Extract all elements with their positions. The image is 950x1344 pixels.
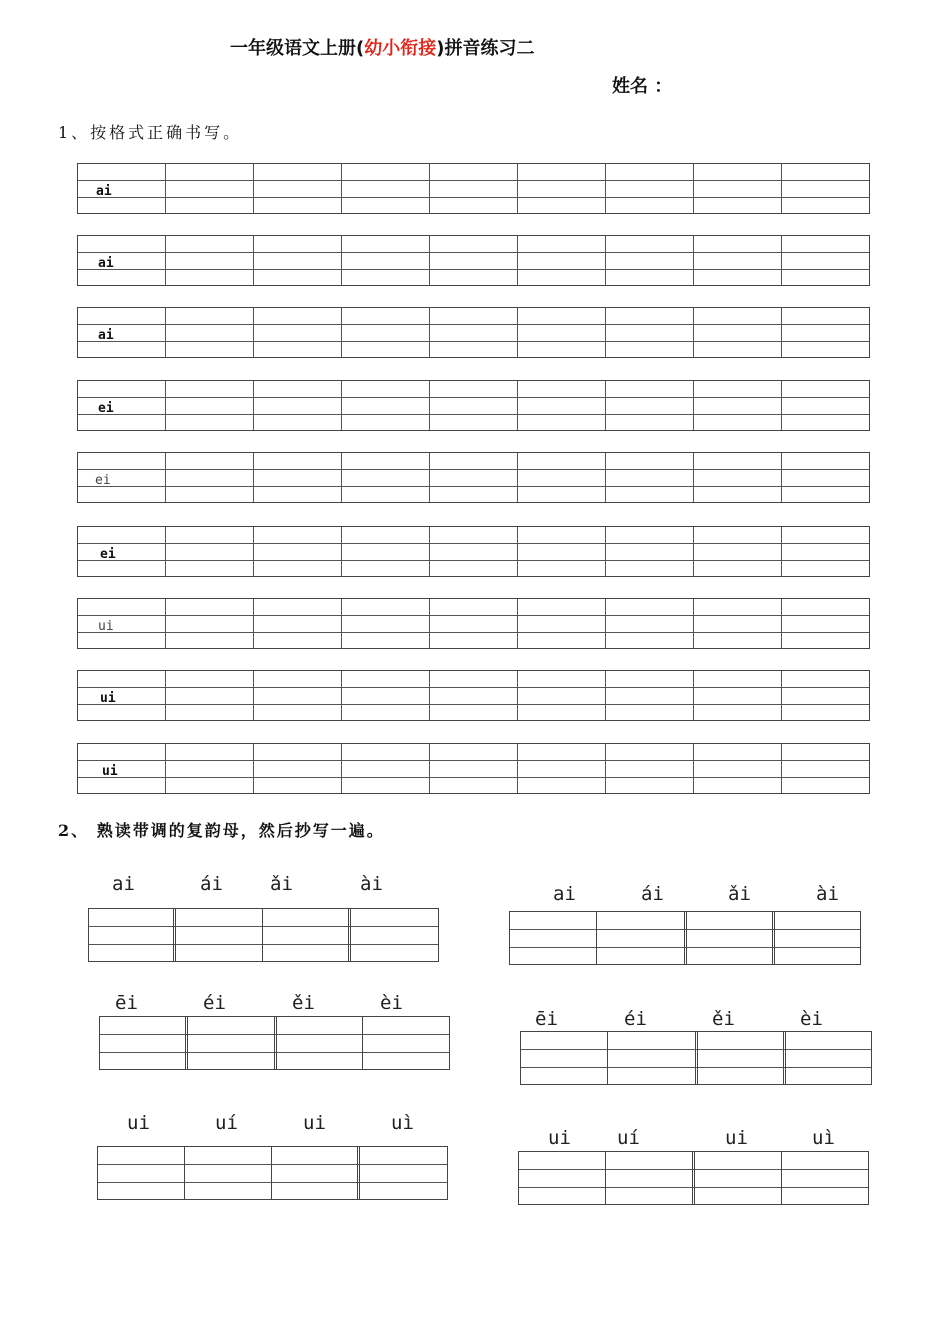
writing-strip[interactable] [77, 598, 870, 649]
grid-divider [262, 909, 263, 961]
grid-divider [184, 1147, 185, 1199]
page-title [230, 34, 534, 60]
writing-strip[interactable] [77, 235, 870, 286]
tone-label: ěi [712, 1008, 735, 1030]
writing-strip[interactable] [77, 163, 870, 214]
tone-label: ui [303, 1112, 326, 1134]
grid-divider [783, 1032, 786, 1084]
title-prefix: 一年级语文上册( [230, 38, 365, 59]
grid-divider [695, 1032, 698, 1084]
grid-divider [362, 1017, 363, 1069]
grid-divider [348, 909, 351, 961]
tone-label: éi [624, 1008, 647, 1030]
strip-label: ei [95, 473, 111, 488]
grid-divider [781, 1152, 782, 1204]
tone-label: ài [360, 873, 383, 895]
tone-label: ai [112, 873, 135, 895]
tone-label: ǎi [270, 873, 293, 895]
tone-label: uì [391, 1112, 414, 1134]
writing-grid[interactable] [520, 1031, 872, 1085]
tone-label: uì [812, 1127, 835, 1149]
tone-label: ái [200, 873, 223, 895]
tone-label: ěi [292, 992, 315, 1014]
tone-label: èi [380, 992, 403, 1014]
tone-label: ēi [115, 992, 138, 1014]
tone-label: ài [816, 883, 839, 905]
title-suffix: )拼音练习二 [436, 38, 535, 59]
writing-grid[interactable] [509, 911, 861, 965]
tone-label: ái [641, 883, 664, 905]
grid-divider [271, 1147, 272, 1199]
tone-label: ui [127, 1112, 150, 1134]
writing-strip[interactable] [77, 452, 870, 503]
strip-label: ai [98, 256, 114, 271]
strip-label: ai [96, 184, 112, 199]
grid-divider [173, 909, 176, 961]
strip-label: ei [98, 401, 114, 416]
grid-divider [684, 912, 687, 964]
grid-divider [607, 1032, 608, 1084]
grid-divider [274, 1017, 277, 1069]
tone-label: ui [548, 1127, 571, 1149]
grid-divider [692, 1152, 695, 1204]
strip-label: ai [98, 328, 114, 343]
writing-strip[interactable] [77, 743, 870, 794]
grid-divider [596, 912, 597, 964]
section-2-heading: 2、 熟读带调的复韵母，然后抄写一遍。 [58, 821, 385, 840]
tone-label: éi [203, 992, 226, 1014]
writing-strip[interactable] [77, 380, 870, 431]
tone-label: ui [725, 1127, 748, 1149]
tone-label: ēi [535, 1008, 558, 1030]
writing-strip[interactable] [77, 670, 870, 721]
strip-label: ui [100, 691, 116, 706]
name-field-label: 姓名 ： [612, 76, 673, 97]
tone-label: èi [800, 1008, 823, 1030]
tone-label: ǎi [728, 883, 751, 905]
tone-label: uí [617, 1127, 640, 1149]
writing-grid[interactable] [88, 908, 439, 962]
grid-divider [605, 1152, 606, 1204]
writing-grid[interactable] [99, 1016, 450, 1070]
title-highlight: 幼小衔接 [364, 38, 437, 59]
writing-grid[interactable] [97, 1146, 448, 1200]
writing-grid[interactable] [518, 1151, 869, 1205]
strip-label: ui [102, 764, 118, 779]
grid-divider [357, 1147, 360, 1199]
strip-label: ei [100, 547, 116, 562]
strip-label: ui [98, 619, 114, 634]
writing-strip[interactable] [77, 526, 870, 577]
tone-label: uí [215, 1112, 238, 1134]
grid-divider [772, 912, 775, 964]
tone-label: ai [553, 883, 576, 905]
writing-strip[interactable] [77, 307, 870, 358]
section-1-heading: 1、按格式正确书写。 [58, 123, 243, 142]
grid-divider [185, 1017, 188, 1069]
